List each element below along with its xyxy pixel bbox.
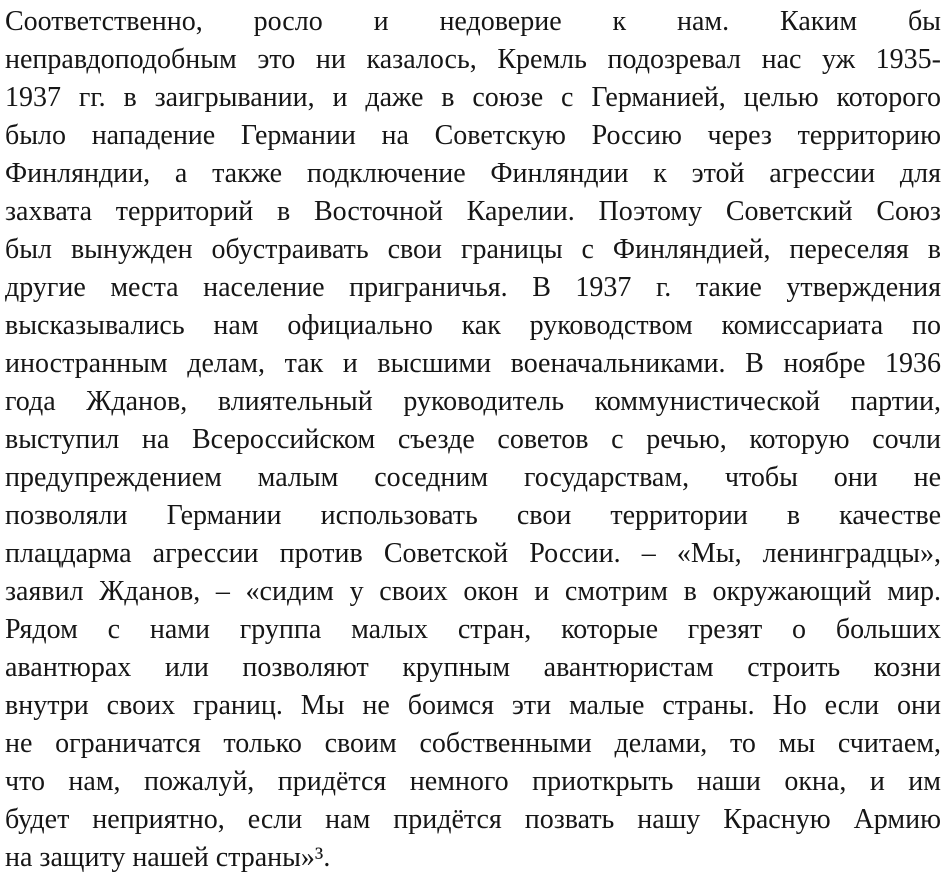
paragraph-line-20: не ограничатся только своим собственными делами, то мы считаем, — [5, 728, 941, 759]
body-paragraph — [5, 3, 941, 877]
paragraph-line-13: предупреждением малым соседним государствам, чтобы они не — [5, 462, 941, 493]
paragraph-line-11: года Жданов, влиятельный руководитель коммунистической партии, — [5, 386, 941, 417]
paragraph-line-9: высказывались нам официально как руководством комиссариата по — [5, 310, 941, 341]
paragraph-line-3: 1937 гг. в заигрывании, и даже в союзе с Германией, целью которого — [5, 82, 941, 113]
paragraph-line-15: плацдарма агрессии против Советской России. – «Мы, ленинградцы», — [5, 538, 941, 569]
paragraph-line-8: другие места население приграничья. В 1937 г. такие утверждения — [5, 272, 941, 303]
paragraph-line-21: что нам, пожалуй, придётся немного приоткрыть наши окна, и им — [5, 766, 941, 797]
paragraph-line-22: будет неприятно, если нам придётся позвать нашу Красную Армию — [5, 804, 941, 835]
paragraph-line-23: на защиту нашей страны»³. — [5, 842, 331, 873]
paragraph-line-7: был вынужден обустраивать свои границы с Финляндией, переселяя в — [5, 234, 941, 265]
paragraph-line-4: было нападение Германии на Советскую Россию через территорию — [5, 120, 941, 151]
paragraph-line-17: Рядом с нами группа малых стран, которые грезят о больших — [5, 614, 941, 645]
paragraph-line-19: внутри своих границ. Мы не боимся эти малые страны. Но если они — [5, 690, 941, 721]
paragraph-line-12: выступил на Всероссийском съезде советов с речью, которую сочли — [5, 424, 941, 455]
paragraph-line-1: Соответственно, росло и недоверие к нам. Каким бы — [5, 6, 941, 37]
paragraph-line-18: авантюрах или позволяют крупным авантюристам строить козни — [5, 652, 941, 683]
paragraph-line-10: иностранным делам, так и высшими военачальниками. В ноябре 1936 — [5, 348, 941, 379]
paragraph-line-5: Финляндии, а также подключение Финляндии к этой агрессии для — [5, 158, 941, 189]
paragraph-line-14: позволяли Германии использовать свои территории в качестве — [5, 500, 941, 531]
paragraph-line-2: неправдоподобным это ни казалось, Кремль подозревал нас уж 1935- — [5, 44, 941, 75]
paragraph-line-6: захвата территорий в Восточной Карелии. Поэтому Советский Союз — [5, 196, 941, 227]
paragraph-line-16: заявил Жданов, – «сидим у своих окон и смотрим в окружающий мир. — [5, 576, 941, 607]
